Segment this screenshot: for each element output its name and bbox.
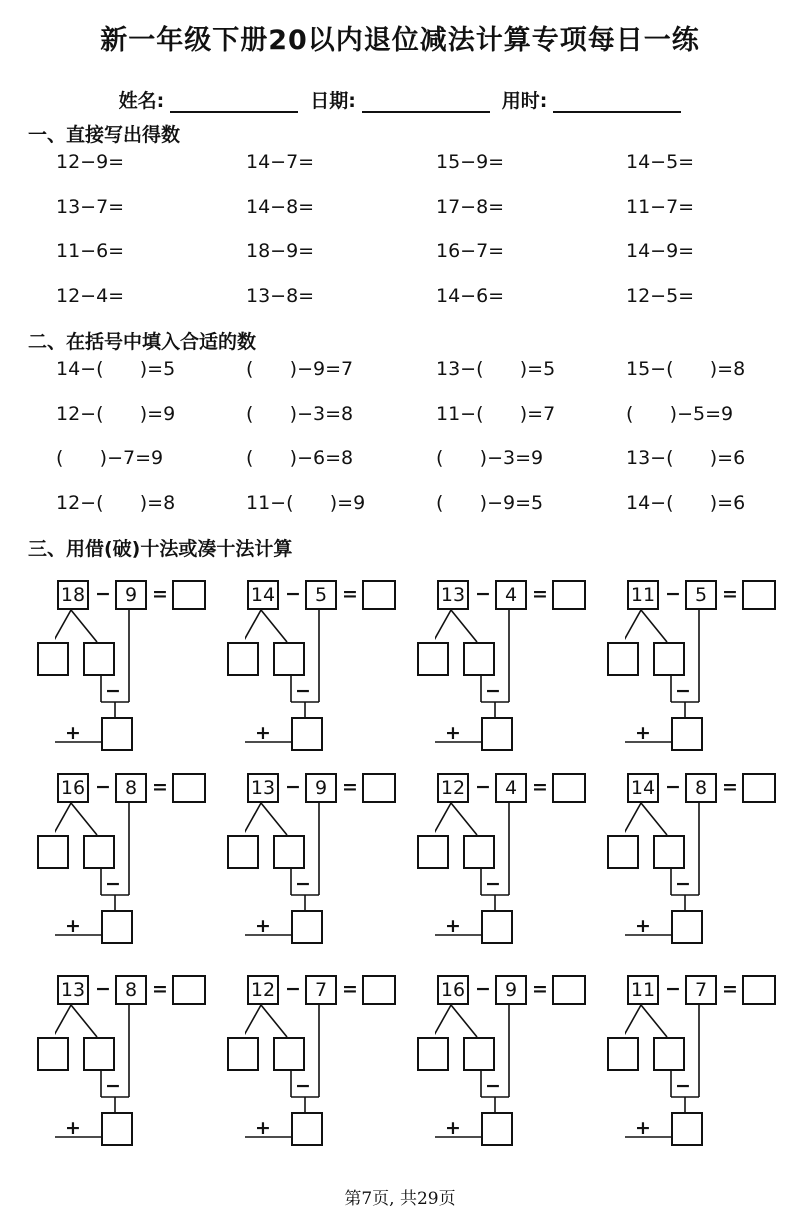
fill-bracket-problem: 15−( )=8	[626, 358, 746, 380]
split-right-box[interactable]	[463, 642, 495, 676]
minus-sign: −	[665, 978, 681, 1000]
decomposition-puzzle	[435, 773, 615, 953]
subtrahend-box: 8	[115, 773, 147, 803]
direct-calc-problem: 11−6=	[56, 240, 125, 262]
fill-bracket-problem: ( )−9=5	[436, 491, 544, 514]
subtrahend-box: 5	[685, 580, 717, 610]
subtrahend-box: 5	[305, 580, 337, 610]
direct-calc-problem: 16−7=	[436, 240, 505, 262]
intermediate-box[interactable]	[481, 717, 513, 751]
fill-bracket-problem: ( )−3=9	[436, 447, 544, 469]
direct-calc-problem: 12−5=	[626, 284, 695, 307]
date-blank[interactable]	[362, 93, 490, 113]
equals-sign: =	[532, 583, 548, 605]
fill-bracket-problem: 11−( )=7	[436, 402, 556, 425]
direct-calc-problem: 13−7=	[56, 195, 125, 218]
minus-sign: −	[285, 776, 301, 798]
fill-bracket-problem: 14−( )=5	[56, 358, 176, 380]
split-left-box[interactable]	[417, 835, 449, 869]
fill-bracket-problem: 12−( )=9	[56, 402, 176, 425]
time-label: 用时:	[501, 90, 548, 112]
answer-box[interactable]	[172, 975, 206, 1005]
subtrahend-box: 4	[495, 580, 527, 610]
intermediate-box[interactable]	[481, 1112, 513, 1146]
name-field	[119, 86, 299, 113]
answer-box[interactable]	[552, 773, 586, 803]
fill-bracket-problem: 13−( )=6	[626, 447, 746, 469]
subtrahend-box: 9	[305, 773, 337, 803]
decomposition-puzzle	[625, 975, 800, 1155]
minus-sign: −	[485, 680, 501, 702]
decomposition-puzzle	[625, 580, 800, 760]
fill-bracket-problem: ( )−5=9	[626, 402, 734, 425]
answer-box[interactable]	[362, 580, 396, 610]
minus-sign: −	[285, 583, 301, 605]
subtrahend-box: 8	[685, 773, 717, 803]
plus-sign: +	[445, 1117, 461, 1139]
intermediate-box[interactable]	[291, 910, 323, 944]
minuend-box: 14	[247, 580, 279, 610]
equals-sign: =	[532, 978, 548, 1000]
intermediate-box[interactable]	[101, 910, 133, 944]
name-blank[interactable]	[170, 93, 298, 113]
minus-sign: −	[675, 1075, 691, 1097]
split-right-box[interactable]	[273, 642, 305, 676]
minus-sign: −	[95, 583, 111, 605]
intermediate-box[interactable]	[101, 1112, 133, 1146]
direct-calc-problem: 18−9=	[246, 240, 315, 262]
answer-box[interactable]	[552, 975, 586, 1005]
answer-box[interactable]	[362, 975, 396, 1005]
split-right-box[interactable]	[463, 835, 495, 869]
page-title: 新一年级下册20以内退位减法计算专项每日一练	[100, 25, 700, 56]
equals-sign: =	[152, 978, 168, 1000]
fill-bracket-problem: ( )−9=7	[246, 358, 354, 380]
section3-puzzles	[0, 565, 800, 1165]
minus-sign: −	[105, 873, 121, 895]
decomposition-puzzle	[55, 773, 235, 953]
intermediate-box[interactable]	[291, 717, 323, 751]
subtrahend-box: 9	[495, 975, 527, 1005]
direct-calc-problem: 13−8=	[246, 284, 315, 307]
split-left-box[interactable]	[37, 642, 69, 676]
subtrahend-box: 7	[305, 975, 337, 1005]
equals-sign: =	[722, 583, 738, 605]
answer-box[interactable]	[172, 580, 206, 610]
answer-box[interactable]	[172, 773, 206, 803]
minus-sign: −	[95, 776, 111, 798]
time-blank[interactable]	[553, 93, 681, 113]
direct-calc-problem: 15−9=	[436, 151, 505, 173]
equals-sign: =	[152, 776, 168, 798]
answer-box[interactable]	[742, 773, 776, 803]
subtrahend-box: 7	[685, 975, 717, 1005]
minuend-box: 12	[247, 975, 279, 1005]
plus-sign: +	[65, 722, 81, 744]
subtrahend-box: 8	[115, 975, 147, 1005]
equals-sign: =	[532, 776, 548, 798]
equals-sign: =	[152, 583, 168, 605]
minus-sign: −	[285, 978, 301, 1000]
intermediate-box[interactable]	[291, 1112, 323, 1146]
decomposition-puzzle	[245, 975, 425, 1155]
answer-box[interactable]	[362, 773, 396, 803]
equals-sign: =	[342, 776, 358, 798]
date-field	[310, 86, 490, 113]
minuend-box: 13	[437, 580, 469, 610]
minus-sign: −	[95, 978, 111, 1000]
section1-title: 一、直接写出得数	[28, 124, 181, 146]
subtrahend-box: 4	[495, 773, 527, 803]
split-right-box[interactable]	[463, 1037, 495, 1071]
equals-sign: =	[342, 583, 358, 605]
split-left-box[interactable]	[417, 642, 449, 676]
minus-sign: −	[475, 978, 491, 1000]
plus-sign: +	[635, 1117, 651, 1139]
split-left-box[interactable]	[37, 835, 69, 869]
direct-calc-problem: 12−4=	[56, 284, 125, 307]
plus-sign: +	[65, 1117, 81, 1139]
answer-box[interactable]	[742, 580, 776, 610]
plus-sign: +	[65, 915, 81, 937]
direct-calc-problem: 11−7=	[626, 195, 695, 218]
minus-sign: −	[295, 680, 311, 702]
page-footer: 第7页, 共29页	[344, 1189, 456, 1209]
decomposition-puzzle	[435, 580, 615, 760]
split-right-box[interactable]	[83, 1037, 115, 1071]
time-field	[502, 86, 682, 113]
name-label: 姓名:	[118, 90, 165, 112]
minus-sign: −	[295, 873, 311, 895]
split-right-box[interactable]	[273, 835, 305, 869]
fill-bracket-problem: 13−( )=5	[436, 358, 556, 380]
date-label: 日期:	[310, 90, 356, 112]
direct-calc-problem: 17−8=	[436, 195, 505, 218]
split-left-box[interactable]	[607, 1037, 639, 1071]
fill-bracket-problem: ( )−6=8	[246, 447, 354, 469]
minuend-box: 11	[627, 975, 659, 1005]
split-right-box[interactable]	[653, 835, 685, 869]
fill-bracket-problem: 14−( )=6	[626, 491, 746, 514]
answer-box[interactable]	[742, 975, 776, 1005]
split-left-box[interactable]	[417, 1037, 449, 1071]
section1-grid	[56, 150, 776, 328]
split-left-box[interactable]	[227, 1037, 259, 1071]
split-left-box[interactable]	[607, 835, 639, 869]
decomposition-puzzle	[245, 580, 425, 760]
minus-sign: −	[665, 583, 681, 605]
intermediate-box[interactable]	[671, 910, 703, 944]
minuend-box: 13	[57, 975, 89, 1005]
minus-sign: −	[105, 1075, 121, 1097]
fill-bracket-problem: 12−( )=8	[56, 491, 176, 514]
intermediate-box[interactable]	[101, 717, 133, 751]
fill-bracket-problem: ( )−7=9	[56, 447, 164, 469]
plus-sign: +	[445, 915, 461, 937]
split-right-box[interactable]	[83, 642, 115, 676]
decomposition-puzzle	[625, 773, 800, 953]
direct-calc-problem: 12−9=	[56, 151, 125, 173]
equals-sign: =	[722, 978, 738, 1000]
minus-sign: −	[105, 680, 121, 702]
split-right-box[interactable]	[83, 835, 115, 869]
split-right-box[interactable]	[273, 1037, 305, 1071]
plus-sign: +	[445, 722, 461, 744]
split-left-box[interactable]	[37, 1037, 69, 1071]
section2-grid	[56, 357, 776, 535]
intermediate-box[interactable]	[481, 910, 513, 944]
minuend-box: 16	[437, 975, 469, 1005]
minuend-box: 16	[57, 773, 89, 803]
decomposition-puzzle	[55, 975, 235, 1155]
minuend-box: 12	[437, 773, 469, 803]
minuend-box: 14	[627, 773, 659, 803]
subtrahend-box: 9	[115, 580, 147, 610]
student-info-row	[0, 86, 800, 113]
equals-sign: =	[342, 978, 358, 1000]
minus-sign: −	[475, 583, 491, 605]
plus-sign: +	[255, 722, 271, 744]
split-left-box[interactable]	[607, 642, 639, 676]
decomposition-puzzle	[245, 773, 425, 953]
direct-calc-problem: 14−9=	[626, 240, 695, 262]
direct-calc-problem: 14−6=	[436, 284, 505, 307]
minus-sign: −	[665, 776, 681, 798]
decomposition-puzzle	[435, 975, 615, 1155]
intermediate-box[interactable]	[671, 717, 703, 751]
split-left-box[interactable]	[227, 835, 259, 869]
intermediate-box[interactable]	[671, 1112, 703, 1146]
plus-sign: +	[255, 915, 271, 937]
split-left-box[interactable]	[227, 642, 259, 676]
direct-calc-problem: 14−7=	[246, 151, 315, 173]
minuend-box: 13	[247, 773, 279, 803]
minus-sign: −	[485, 873, 501, 895]
minus-sign: −	[295, 1075, 311, 1097]
decomposition-puzzle	[55, 580, 235, 760]
plus-sign: +	[255, 1117, 271, 1139]
direct-calc-problem: 14−8=	[246, 195, 315, 218]
minuend-box: 18	[57, 580, 89, 610]
section3-title: 三、用借(破)十法或凑十法计算	[28, 538, 293, 560]
section2-title: 二、在括号中填入合适的数	[28, 331, 257, 353]
plus-sign: +	[635, 915, 651, 937]
fill-bracket-problem: ( )−3=8	[246, 402, 354, 425]
minuend-box: 11	[627, 580, 659, 610]
answer-box[interactable]	[552, 580, 586, 610]
fill-bracket-problem: 11−( )=9	[246, 491, 366, 514]
minus-sign: −	[675, 873, 691, 895]
minus-sign: −	[475, 776, 491, 798]
split-right-box[interactable]	[653, 642, 685, 676]
minus-sign: −	[485, 1075, 501, 1097]
split-right-box[interactable]	[653, 1037, 685, 1071]
minus-sign: −	[675, 680, 691, 702]
plus-sign: +	[635, 722, 651, 744]
equals-sign: =	[722, 776, 738, 798]
direct-calc-problem: 14−5=	[626, 151, 695, 173]
